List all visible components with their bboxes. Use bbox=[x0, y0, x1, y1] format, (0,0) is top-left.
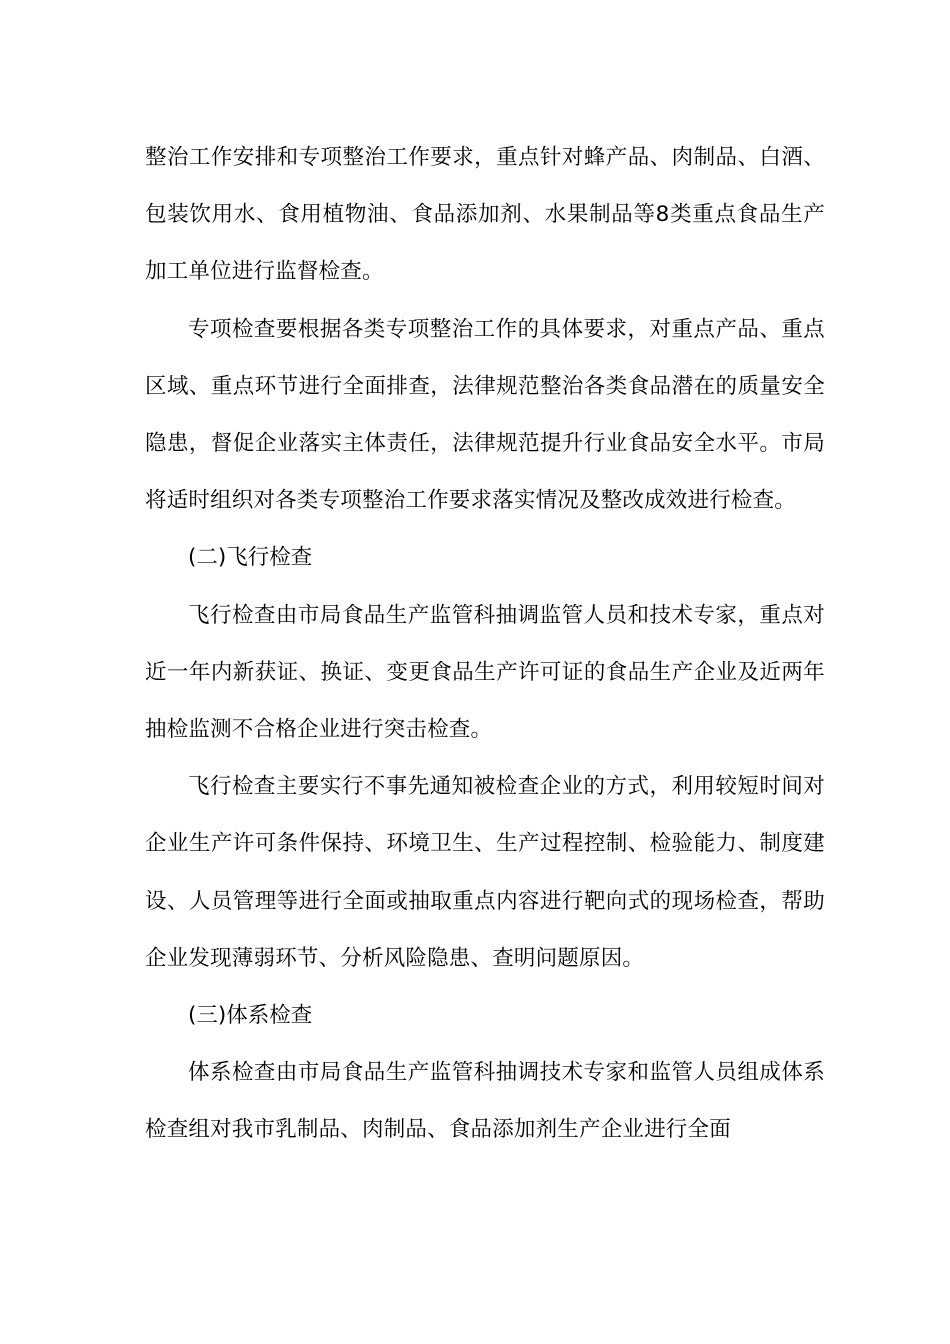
paragraph-flight-inspection-scope: 飞行检查由市局食品生产监管科抽调监管人员和技术专家，重点对近一年内新获证、换证、变更食品生产许可证的食品生产企业及近两年抽检监测不合格企业进行突击检查。 bbox=[145, 602, 825, 743]
document-body bbox=[145, 129, 825, 1159]
paragraph-flight-inspection-method: 飞行检查主要实行不事先通知被检查企业的方式，利用较短时间对企业生产许可条件保持、环境卫生、生产过程控制、检验能力、制度建设、人员管理等进行全面或抽取重点内容进行靶向式的现场检查，帮助企业发现薄弱环节、分析风险隐患、查明问题原因。 bbox=[145, 774, 825, 971]
section-heading-system-inspection: (三)体系检查 bbox=[188, 1003, 313, 1029]
section-heading-flight-inspection: (二)飞行检查 bbox=[188, 545, 313, 571]
paragraph-system-inspection: 体系检查由市局食品生产监管科抽调技术专家和监管人员组成体系检查组对我市乳制品、肉制品、食品添加剂生产企业进行全面 bbox=[145, 1060, 825, 1143]
paragraph-continued: 整治工作安排和专项整治工作要求，重点针对蜂产品、肉制品、白酒、包装饮用水、食用植物油、食品添加剂、水果制品等8类重点食品生产加工单位进行监督检查。 bbox=[145, 145, 825, 285]
paragraph-special-inspection: 专项检查要根据各类专项整治工作的具体要求，对重点产品、重点区域、重点环节进行全面排查，法律规范整治各类食品潜在的质量安全隐患，督促企业落实主体责任，法律规范提升行业食品安全水平。市局将适时组织对各类专项整治工作要求落实情况及整改成效进行检查。 bbox=[145, 316, 825, 514]
